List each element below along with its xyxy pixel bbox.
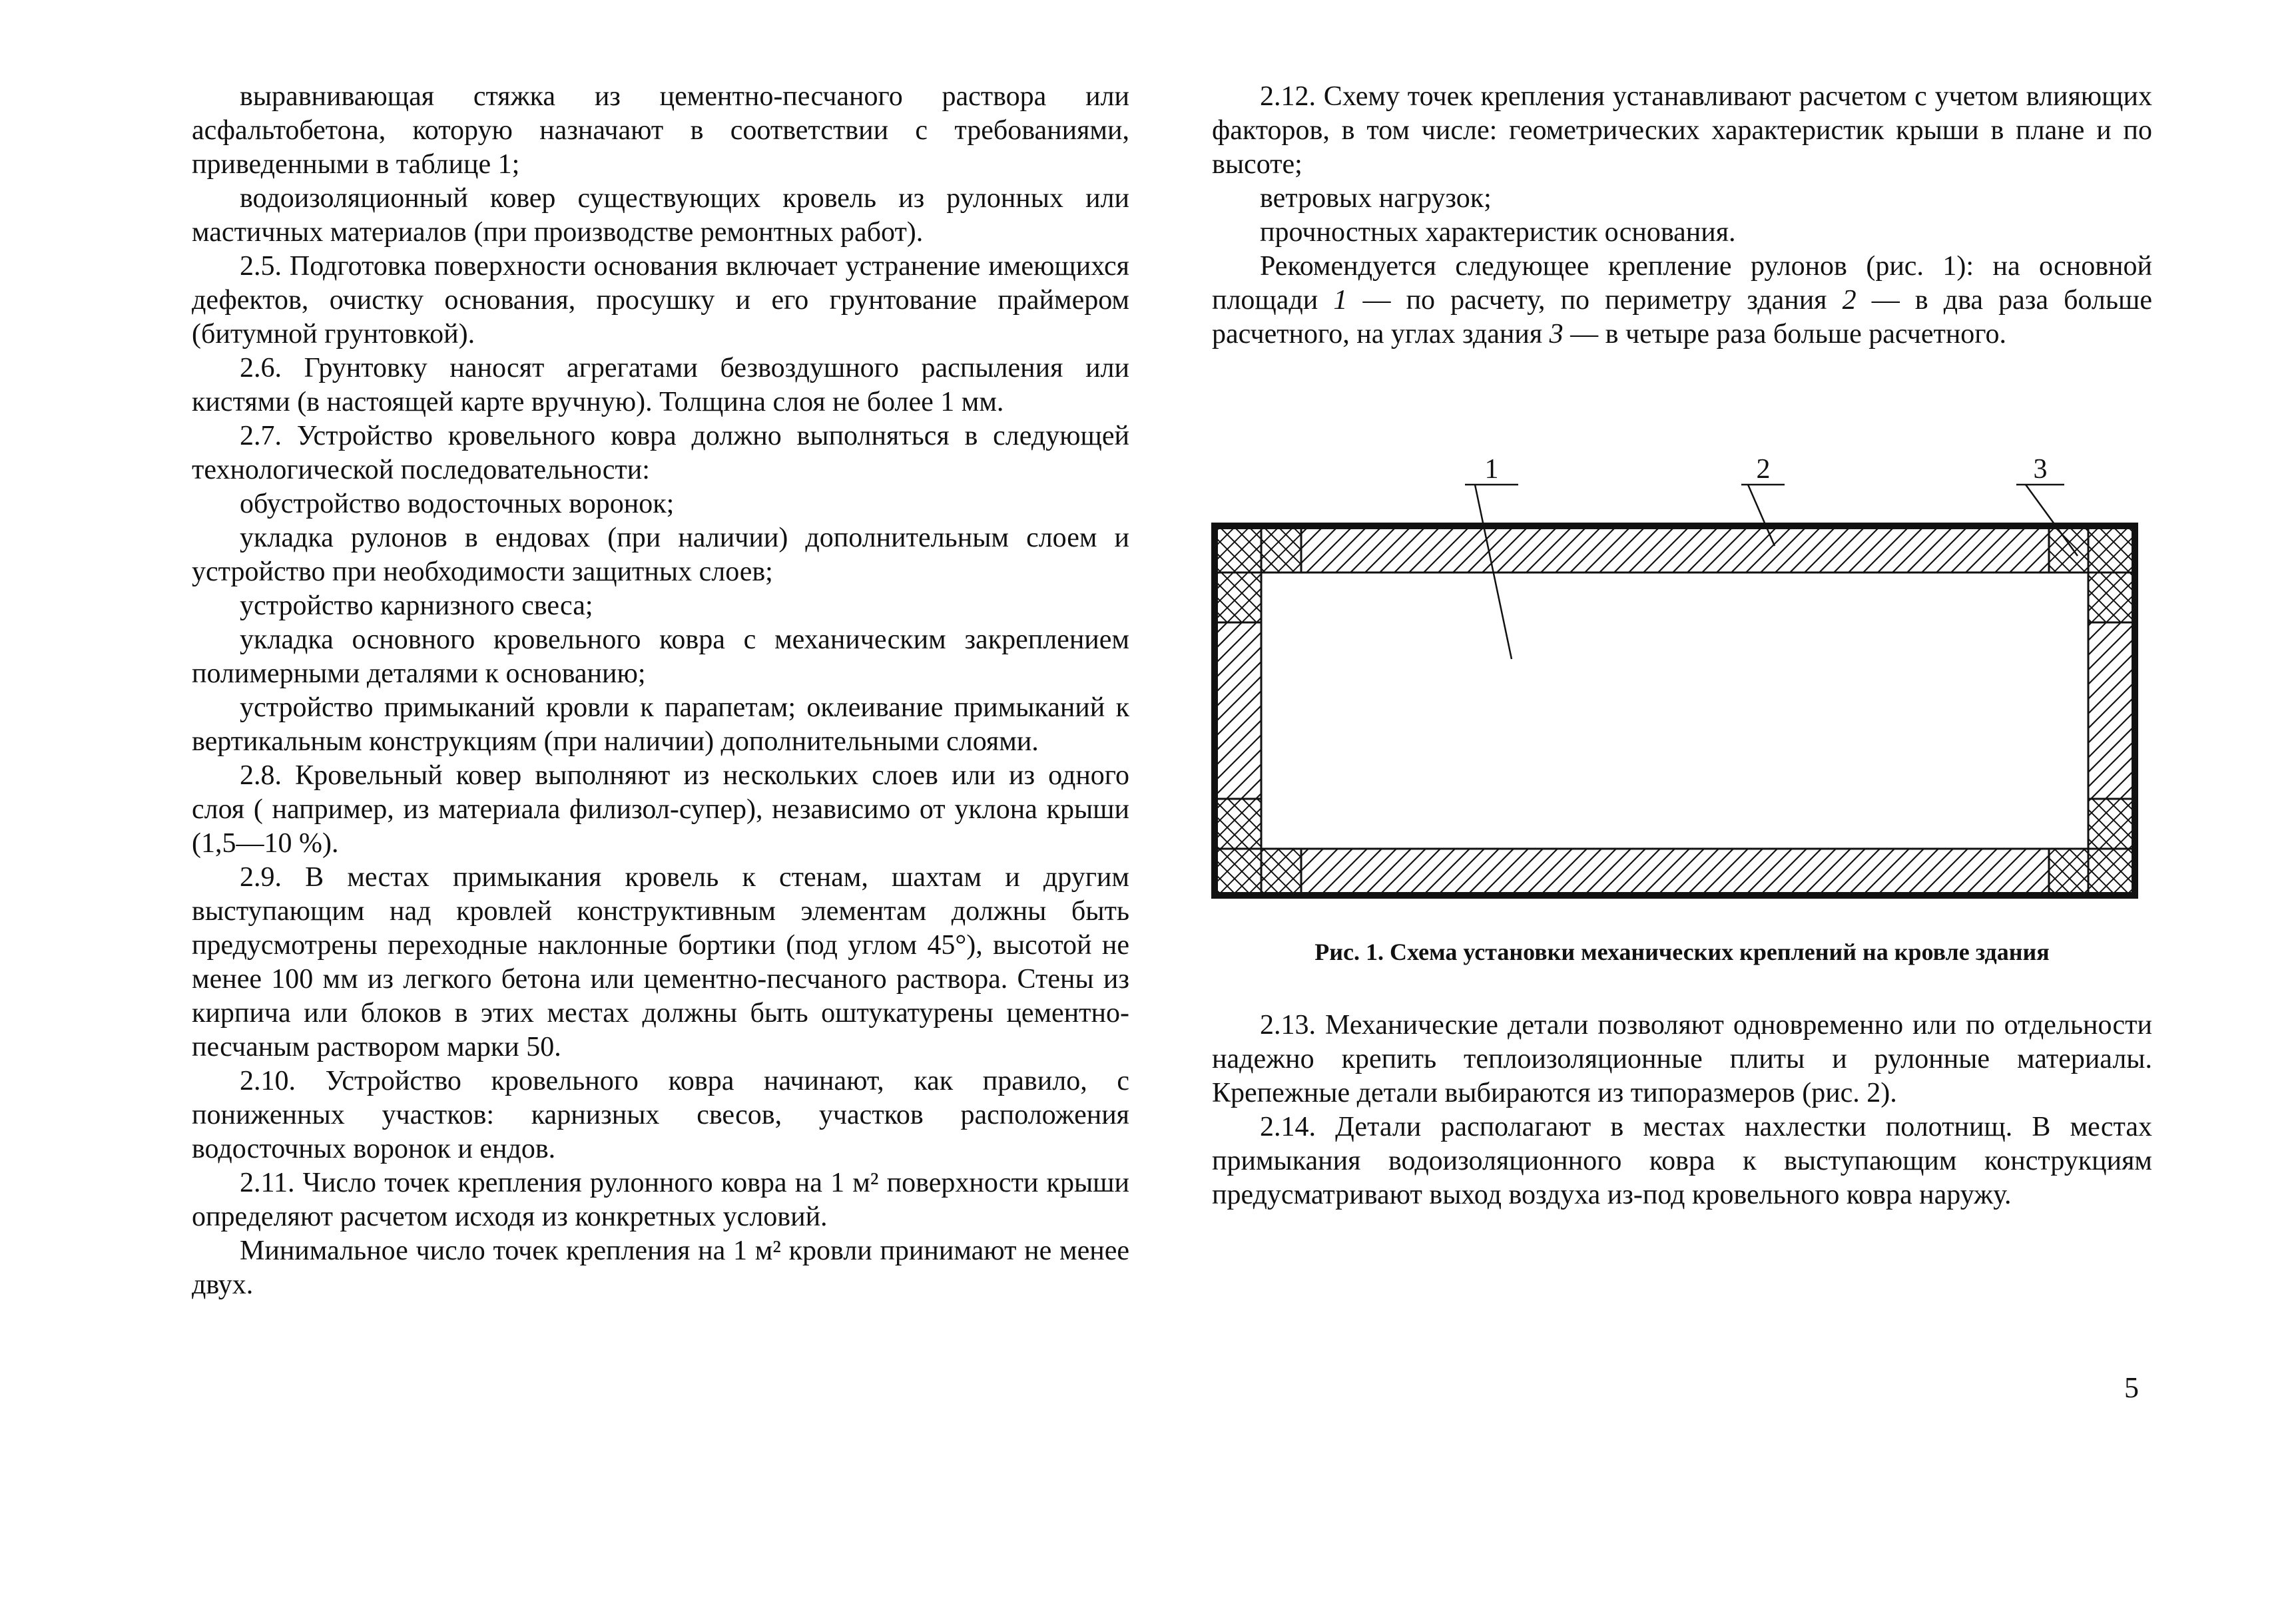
text: — по расчету, по периметру здания (1347, 285, 1843, 316)
perimeter-zone-left (1215, 622, 1261, 799)
paragraph: 2.5. Подготовка поверхности основания включает устранение имеющихся дефектов, очистку основания, просушку и его грунтование праймером (битумной грунтовкой). (192, 251, 1129, 349)
ref-number: 3 (1549, 319, 1564, 349)
paragraph: обустройство водосточных воронок; (240, 489, 675, 519)
ref-number: 2 (1842, 285, 1857, 316)
paragraph: водоизоляционный ковер существующих кровель из рулонных или мастичных материалов (при производстве ремонтных работ). (192, 183, 1129, 248)
paragraph: 2.13. Механические детали позволяют одновременно или по отдельности надежно крепить теплоизоляционные плиты и рулонные материалы. Крепежные детали выбираются из типоразмеров (рис. 2). (1212, 1010, 2152, 1108)
left-column (192, 80, 1129, 1302)
text: — в два раза больше расчетного, на углах здания (1212, 285, 2153, 349)
right-column-top (1212, 80, 2152, 351)
label-1: 1 (1484, 454, 1499, 485)
label-3: 3 (2033, 454, 2048, 485)
paragraph: 2.8. Кровельный ковер выполняют из нескольких слоев или из одного слоя ( например, из материала филизол-супер), независимо от уклона крыши (1,5—10 %). (192, 760, 1129, 859)
recommendation-paragraph (1212, 250, 2152, 351)
paragraph: 2.7. Устройство кровельного ковра должно выполняться в следующей технологической последовательности: (192, 421, 1129, 485)
paragraph: ветровых нагрузок; (1260, 183, 1492, 214)
roof-fastening-diagram (1205, 439, 2164, 905)
main-area (1261, 572, 2088, 849)
paragraph: укладка рулонов в ендовах (при наличии) дополнительным слоем и устройство при необходимости защитных слоев; (192, 523, 1129, 587)
paragraph: 2.9. В местах примыкания кровель к стенам, шахтам и другим выступающим над кровлей конструктивным элементам должны быть предусмотрены переходные наклонные бортики (под углом 45°), высотой не менее 100 мм из легкого бетона или цементно-песчаного раствора. Стены из кирпича или блоков в этих местах должны быть оштукатурены цементно-песчаным раствором марки 50. (192, 862, 1129, 1062)
paragraph: 2.11. Число точек крепления рулонного ковра на 1 м² поверхности крыши определяют расчетом исходя из конкретных условий. (192, 1168, 1129, 1232)
right-column-bottom (1212, 1009, 2152, 1212)
paragraph: устройство карнизного свеса; (240, 590, 593, 621)
paragraph: 2.6. Грунтовку наносят агрегатами безвоздушного распыления или кистями (в настоящей карте вручную). Толщина слоя не более 1 мм. (192, 353, 1129, 417)
text: Рекомендуется следующее крепление рулонов (рис. 1): на основной площади (1212, 251, 2152, 316)
text: — в четыре раза больше расчетного. (1563, 319, 2006, 349)
paragraph: Минимальное число точек крепления на 1 м² кровли принимают не менее двух. (192, 1236, 1129, 1300)
perimeter-zone-top (1301, 526, 2049, 572)
paragraph: устройство примыканий кровли к парапетам; оклеивание примыканий к вертикальным конструкциям (при наличии) дополнительными слоями. (192, 692, 1129, 757)
perimeter-zone-right (2088, 622, 2135, 799)
paragraph: 2.14. Детали располагают в местах нахлестки полотнищ. В местах примыкания водоизоляционного ковра к выступающим конструкциям предусматривают выход воздуха из-под кровельного ковра наружу. (1212, 1112, 2152, 1210)
page-number: 5 (2124, 1371, 2139, 1404)
paragraph: укладка основного кровельного ковра с механическим закреплением полимерными деталями к основанию; (192, 624, 1129, 689)
label-2: 2 (1756, 454, 1771, 485)
figure-caption: Рис. 1. Схема установки механических креплений на кровле здания (1314, 939, 2050, 965)
perimeter-zone-bottom (1301, 849, 2049, 895)
paragraph: прочностных характеристик основания. (1260, 217, 1736, 248)
ref-number: 1 (1333, 285, 1348, 316)
paragraph: 2.12. Схему точек крепления устанавливают расчетом с учетом влияющих факторов, в том числе: геометрических характеристик крыши в плане и по высоте; (1212, 81, 2152, 180)
paragraph: выравнивающая стяжка из цементно-песчаного раствора или асфальтобетона, которую назначают в соответствии с требованиями, приведенными в таблице 1; (192, 81, 1129, 180)
paragraph: 2.10. Устройство кровельного ковра начинают, как правило, с пониженных участков: карнизных свесов, участков расположения водосточных воронок и ендов. (192, 1066, 1129, 1164)
